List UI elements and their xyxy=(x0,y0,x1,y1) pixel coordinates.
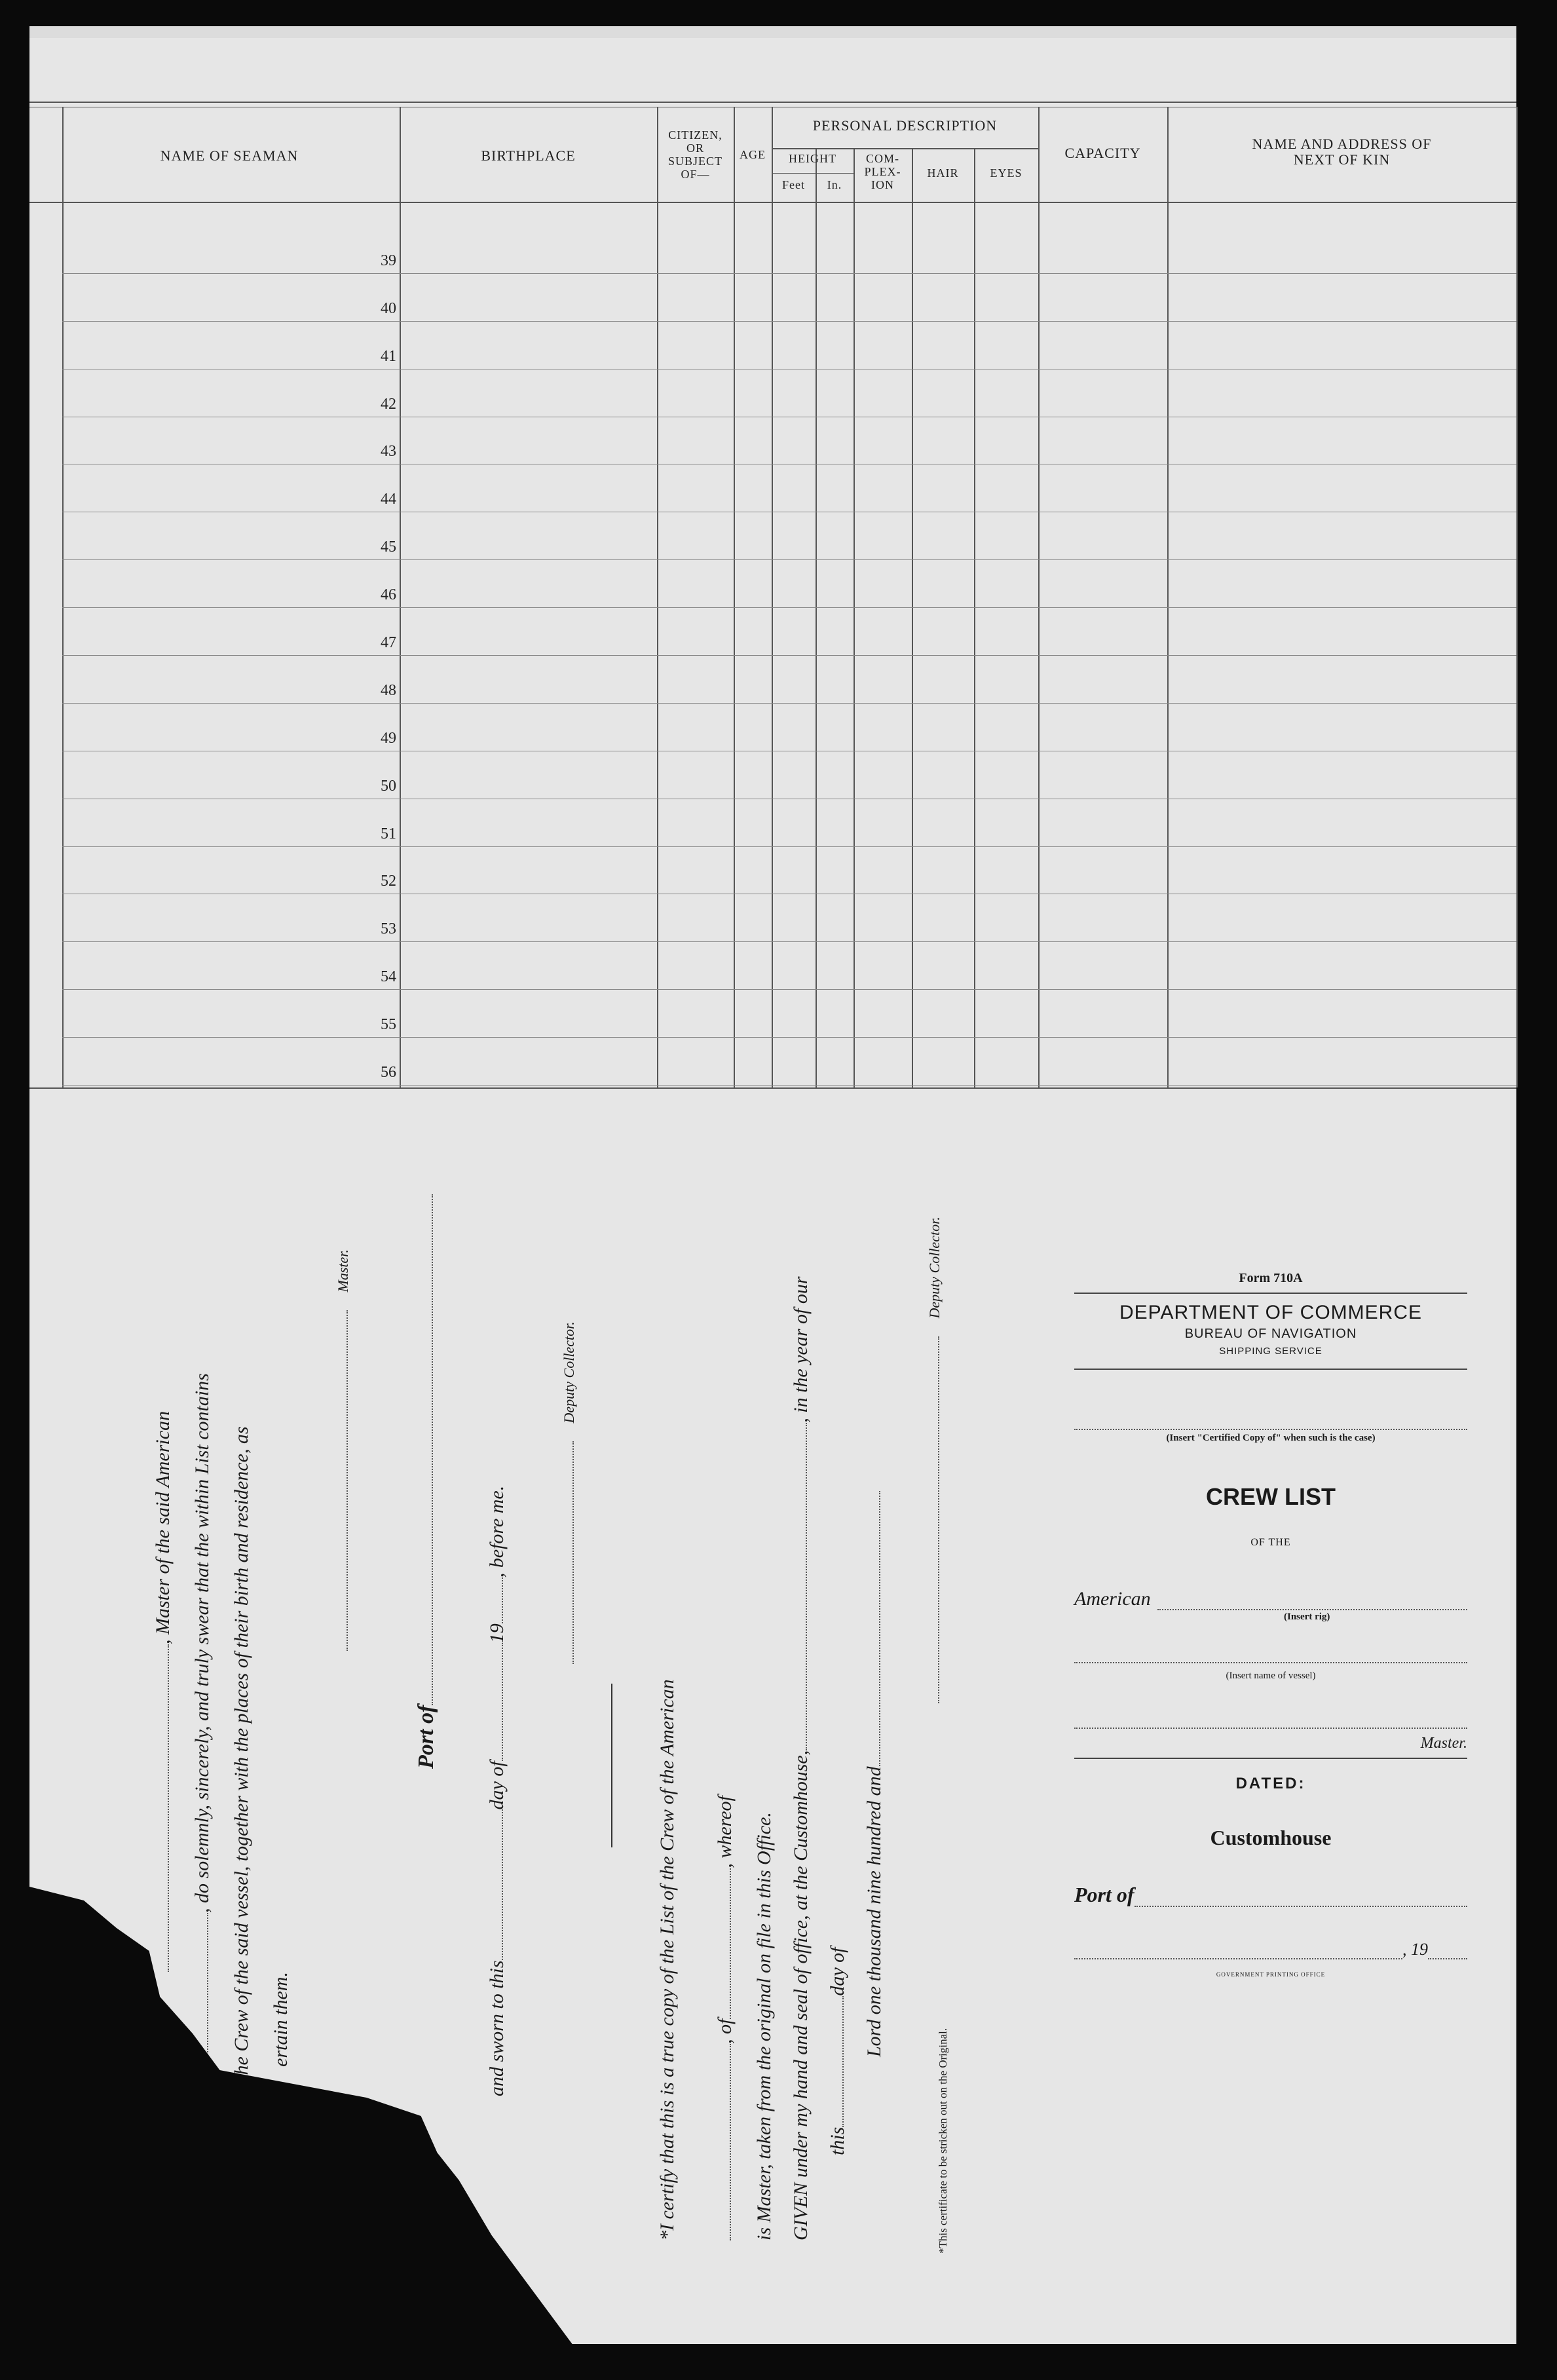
deputy-signature-blank[interactable] xyxy=(938,1336,939,1703)
row-number: 42 xyxy=(381,396,396,413)
row-number: 48 xyxy=(381,682,396,699)
rig-blank[interactable] xyxy=(1157,1609,1467,1610)
certificate-text: , of xyxy=(714,2018,736,2044)
insert-name-note: (Insert name of vessel) xyxy=(1226,1671,1316,1681)
day-of-label: day of xyxy=(486,1761,508,1810)
american-label: American xyxy=(1074,1588,1151,1610)
table-row xyxy=(62,655,1516,656)
oath-port-line xyxy=(414,1194,439,1769)
customhouse-blank[interactable] xyxy=(806,1423,807,1750)
row-number: 53 xyxy=(381,920,396,937)
cover-rule xyxy=(1074,1758,1467,1759)
master-signature-line xyxy=(331,1249,353,1651)
header-capacity: CAPACITY xyxy=(1064,145,1141,161)
year-blank[interactable] xyxy=(502,1577,503,1623)
row-number: 49 xyxy=(381,730,396,747)
row-number: 51 xyxy=(381,825,396,842)
row-number: 39 xyxy=(381,252,396,269)
sworn-line xyxy=(486,1486,508,2096)
section-divider xyxy=(611,1684,612,1847)
height-divider xyxy=(772,173,854,174)
row-number: 41 xyxy=(381,348,396,365)
department-title: DEPARTMENT OF COMMERCE xyxy=(1119,1302,1423,1323)
table-row xyxy=(62,559,1516,560)
of-the-label: OF THE xyxy=(1250,1537,1291,1548)
certificate-text: , whereof xyxy=(714,1796,736,1868)
header-citizen-line: OF— xyxy=(681,168,710,181)
before-me-label: , before me. xyxy=(486,1485,508,1578)
col-line xyxy=(816,149,817,1087)
row-number: 40 xyxy=(381,300,396,317)
header-personal-description: PERSONAL DESCRIPTION xyxy=(812,117,998,134)
customhouse-label: Customhouse xyxy=(1210,1826,1332,1849)
day-blank[interactable] xyxy=(842,1996,844,2127)
col-line xyxy=(400,107,401,1087)
table-row xyxy=(62,846,1516,847)
year-blank[interactable] xyxy=(1428,1958,1467,1959)
header-complexion-line: PLEX- xyxy=(864,165,901,178)
col-line xyxy=(974,149,975,1087)
certificate-text: Lord one thousand nine hundred and xyxy=(863,1766,885,2057)
port-blank[interactable] xyxy=(432,1194,433,1705)
vessel-name-blank[interactable] xyxy=(1074,1662,1467,1663)
col-line xyxy=(1167,107,1169,1087)
header-citizen xyxy=(657,128,734,181)
row-number: 47 xyxy=(381,634,396,651)
col-line xyxy=(657,107,658,1087)
header-height: HEIGHT xyxy=(789,152,836,165)
oath-text: , do solemnly, sincerely, and truly swear that the within List contains xyxy=(191,1373,213,1913)
header-next-of-kin xyxy=(1167,136,1516,168)
oath-line-1 xyxy=(152,1411,174,1972)
form-number: Form 710A xyxy=(1239,1271,1303,1285)
cover-rule xyxy=(1074,1293,1467,1294)
col-line xyxy=(62,107,64,1087)
row-number: 50 xyxy=(381,778,396,795)
header-citizen-line: SUBJECT xyxy=(667,155,723,168)
master-signature-blank[interactable] xyxy=(347,1310,348,1651)
header-hair: HAIR xyxy=(927,166,959,179)
table-row xyxy=(62,273,1516,274)
printer-imprint: GOVERNMENT PRINTING OFFICE xyxy=(1216,1971,1326,1978)
cover-date-line xyxy=(1074,1940,1467,1959)
oath-line-2 xyxy=(191,1373,214,2096)
certificate-line-2 xyxy=(714,1796,736,2240)
certified-copy-blank[interactable] xyxy=(1074,1429,1467,1430)
sworn-day-blank[interactable] xyxy=(502,1809,503,1960)
row-number: 56 xyxy=(381,1064,396,1081)
col-line xyxy=(1038,107,1040,1087)
table-row xyxy=(62,1085,1516,1086)
header-bottom-border xyxy=(29,202,1516,203)
table-row xyxy=(62,941,1516,942)
date-blank[interactable] xyxy=(1074,1958,1402,1959)
port-label: Port of xyxy=(414,1705,438,1769)
bureau-title: BUREAU OF NAVIGATION xyxy=(1184,1327,1357,1341)
header-age: AGE xyxy=(740,148,766,161)
oath-line-4: ertain them. xyxy=(270,1972,291,2067)
col-line xyxy=(734,107,735,1087)
table-row xyxy=(62,321,1516,322)
oath-text: , Master of the said American xyxy=(152,1410,174,1644)
header-feet: Feet xyxy=(782,178,805,191)
certificate-text: , in the year of our xyxy=(790,1276,812,1423)
table-top-border xyxy=(29,102,1516,103)
header-inches: In. xyxy=(827,178,842,191)
table-row xyxy=(62,989,1516,990)
header-name-of-seaman: NAME OF SEAMAN xyxy=(160,147,299,164)
insert-certified-note: (Insert "Certified Copy of" when such is the case) xyxy=(1166,1433,1376,1443)
certificate-text: GIVEN under my hand and seal of office, at the Customhouse, xyxy=(790,1750,812,2240)
dated-label: DATED: xyxy=(1235,1775,1306,1792)
port-blank[interactable] xyxy=(1135,1906,1467,1907)
deputy-label: Deputy Collector. xyxy=(561,1321,577,1424)
col-line xyxy=(912,149,913,1087)
american-rig-line xyxy=(1074,1588,1467,1610)
header-complexion-line: COM- xyxy=(865,152,899,165)
certificate-text: this xyxy=(827,2126,848,2155)
sworn-month-blank[interactable] xyxy=(502,1643,503,1761)
year-label: 19 xyxy=(486,1623,508,1644)
certificate-line-4 xyxy=(790,1276,812,2240)
header-citizen-line: OR xyxy=(686,142,704,155)
table-row xyxy=(62,703,1516,704)
deputy-label: Deputy Collector. xyxy=(926,1217,943,1319)
master-label: Master. xyxy=(335,1249,351,1293)
certificate-line-6 xyxy=(863,1491,886,2057)
header-citizen-line: CITIZEN, xyxy=(668,128,722,142)
row-number: 54 xyxy=(381,968,396,985)
cover-port-line xyxy=(1074,1883,1467,1907)
header-complexion xyxy=(854,152,912,191)
table-bottom-border xyxy=(29,1087,1516,1089)
row-number: 55 xyxy=(381,1016,396,1033)
insert-rig-note: (Insert rig) xyxy=(1284,1612,1330,1622)
personal-desc-divider xyxy=(772,148,1038,149)
sworn-label: and sworn to this xyxy=(486,1960,508,2096)
header-birthplace: BIRTHPLACE xyxy=(481,147,576,164)
cover-master-label: Master. xyxy=(1420,1735,1467,1752)
row-number: 44 xyxy=(381,491,396,508)
service-title: SHIPPING SERVICE xyxy=(1219,1346,1323,1357)
master-name-blank[interactable] xyxy=(168,1644,169,1972)
certificate-line-3: is Master, taken from the original on file in this Office. xyxy=(753,1812,775,2240)
vessel-blank[interactable] xyxy=(730,2044,731,2240)
year-label: , 19 xyxy=(1402,1940,1428,1959)
col-line xyxy=(772,107,773,1087)
port-blank[interactable] xyxy=(730,1868,731,2019)
certificate-deputy-line xyxy=(922,1217,945,1703)
row-number: 45 xyxy=(381,538,396,556)
cover-rule xyxy=(1074,1369,1467,1370)
certificate-line-1: *I certify that this is a true copy of the List of the Crew of the American xyxy=(656,1679,678,2240)
year-blank[interactable] xyxy=(879,1491,880,1766)
master-blank[interactable] xyxy=(1074,1728,1467,1729)
cover-panel xyxy=(1074,1271,1467,1978)
row-number: 52 xyxy=(381,873,396,890)
crew-list-title: CREW LIST xyxy=(1206,1483,1336,1510)
certificate-line-5 xyxy=(827,1947,849,2155)
certificate-footnote: *This certificate to be stricken out on the Original. xyxy=(937,2028,949,2254)
oath-line-3: ll the Crew of the said vessel, together with the places of their birth and residence, as xyxy=(231,1426,252,2096)
deputy-signature-line xyxy=(557,1321,579,1664)
table-row xyxy=(62,607,1516,608)
row-number: 46 xyxy=(381,586,396,603)
port-of-label: Port of xyxy=(1074,1883,1135,1906)
row-number: 43 xyxy=(381,443,396,460)
col-line xyxy=(854,149,855,1087)
certificate-text: day of xyxy=(827,1947,848,1996)
col-line xyxy=(1516,107,1518,1087)
header-next-of-kin-line: NEXT OF KIN xyxy=(1293,151,1391,168)
header-complexion-line: ION xyxy=(871,178,894,191)
deputy-signature-blank[interactable] xyxy=(572,1441,574,1664)
header-eyes: EYES xyxy=(990,166,1022,179)
table-row xyxy=(62,1037,1516,1038)
header-next-of-kin-line: NAME AND ADDRESS OF xyxy=(1252,136,1432,152)
